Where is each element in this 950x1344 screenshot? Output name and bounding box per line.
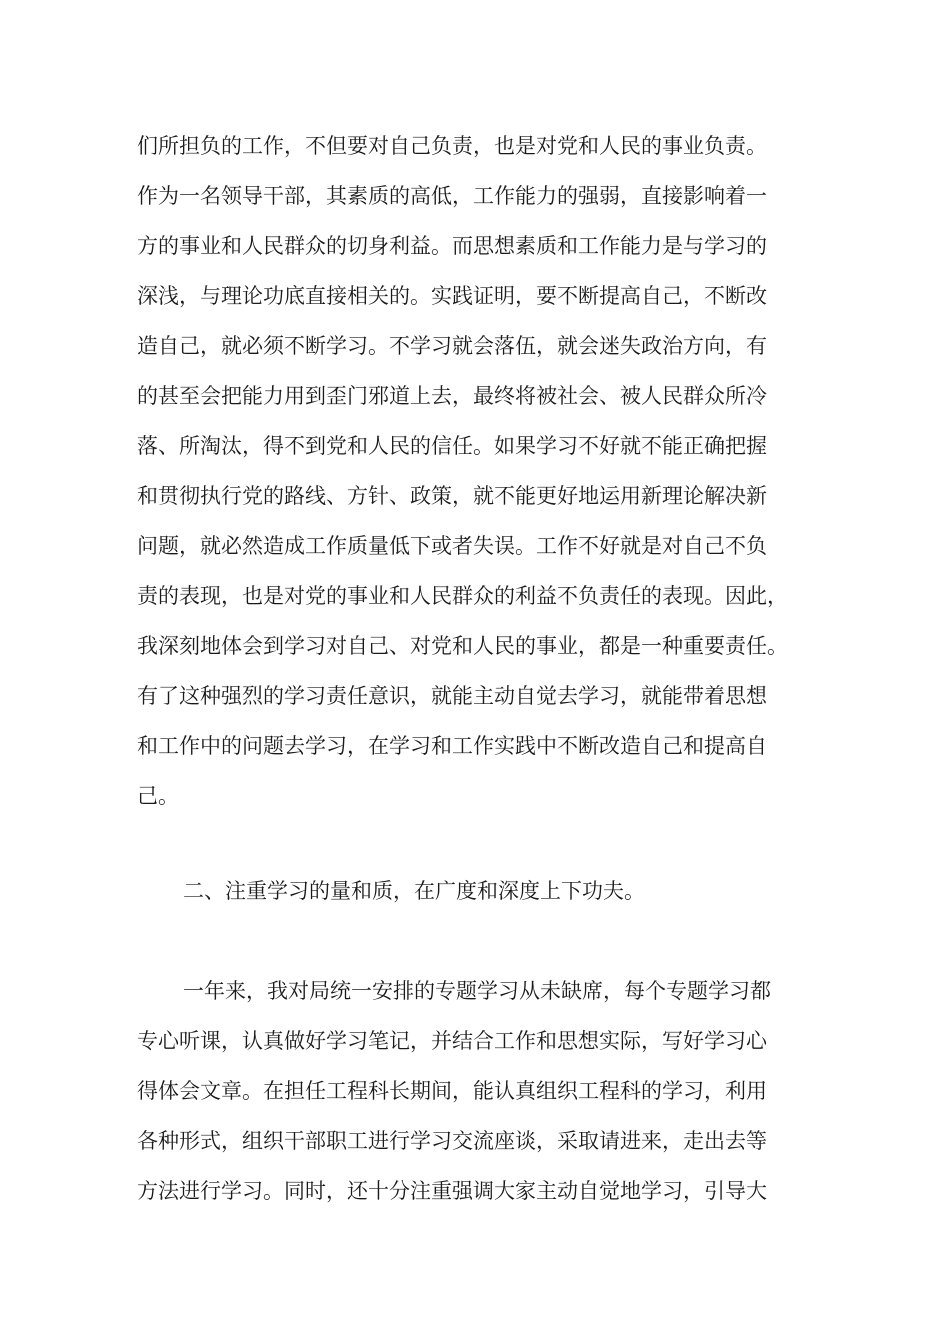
paragraph-line: 的甚至会把能力用到歪门邪道上去，最终将被社会、被人民群众所冷 xyxy=(137,384,767,408)
paragraph-line: 造自己，就必须不断学习。不学习就会落伍，就会迷失政治方向，有 xyxy=(137,334,767,358)
paragraph-line: 己。 xyxy=(137,784,179,808)
paragraph-line: 和工作中的问题去学习，在学习和工作实践中不断改造自己和提高自 xyxy=(137,734,767,758)
paragraph-3 xyxy=(137,966,817,1216)
paragraph-line: 落、所淘汰，得不到党和人民的信任。如果学习不好就不能正确把握 xyxy=(137,434,767,458)
paragraph-line: 问题，就必然造成工作质量低下或者失误。工作不好就是对自己不负 xyxy=(137,534,767,558)
paragraph-line: 我深刻地体会到学习对自己、对党和人民的事业，都是一种重要责任。 xyxy=(137,634,788,658)
paragraph-line: 方的事业和人民群众的切身利益。而思想素质和工作能力是与学习的 xyxy=(137,234,767,258)
paragraph-line: 得体会文章。在担任工程科长期间，能认真组织工程科的学习，利用 xyxy=(137,1079,767,1103)
paragraph-line: 们所担负的工作，不但要对自己负责，也是对党和人民的事业负责。 xyxy=(137,134,767,158)
paragraph-line: 方法进行学习。同时，还十分注重强调大家主动自觉地学习，引导大 xyxy=(137,1179,767,1203)
paragraph-line: 专心听课，认真做好学习笔记，并结合工作和思想实际，写好学习心 xyxy=(137,1029,767,1053)
paragraph-line: 作为一名领导干部，其素质的高低，工作能力的强弱，直接影响着一 xyxy=(137,184,767,208)
paragraph-line: 有了这种强烈的学习责任意识，就能主动自觉去学习，就能带着思想 xyxy=(137,684,767,708)
paragraph-line: 责的表现，也是对党的事业和人民群众的利益不负责任的表现。因此， xyxy=(137,584,788,608)
paragraph-line: 深浅，与理论功底直接相关的。实践证明，要不断提高自己，不断改 xyxy=(137,284,767,308)
section-heading-text: 二、注重学习的量和质，在广度和深度上下功夫。 xyxy=(183,879,645,903)
paragraph-1 xyxy=(137,121,817,821)
section-heading xyxy=(137,866,817,916)
paragraph-line: 和贯彻执行党的路线、方针、政策，就不能更好地运用新理论解决新 xyxy=(137,484,767,508)
paragraph-line: 一年来，我对局统一安排的专题学习从未缺席，每个专题学习都 xyxy=(183,979,771,1003)
paragraph-line: 各种形式，组织干部职工进行学习交流座谈，采取请进来，走出去等 xyxy=(137,1129,767,1153)
